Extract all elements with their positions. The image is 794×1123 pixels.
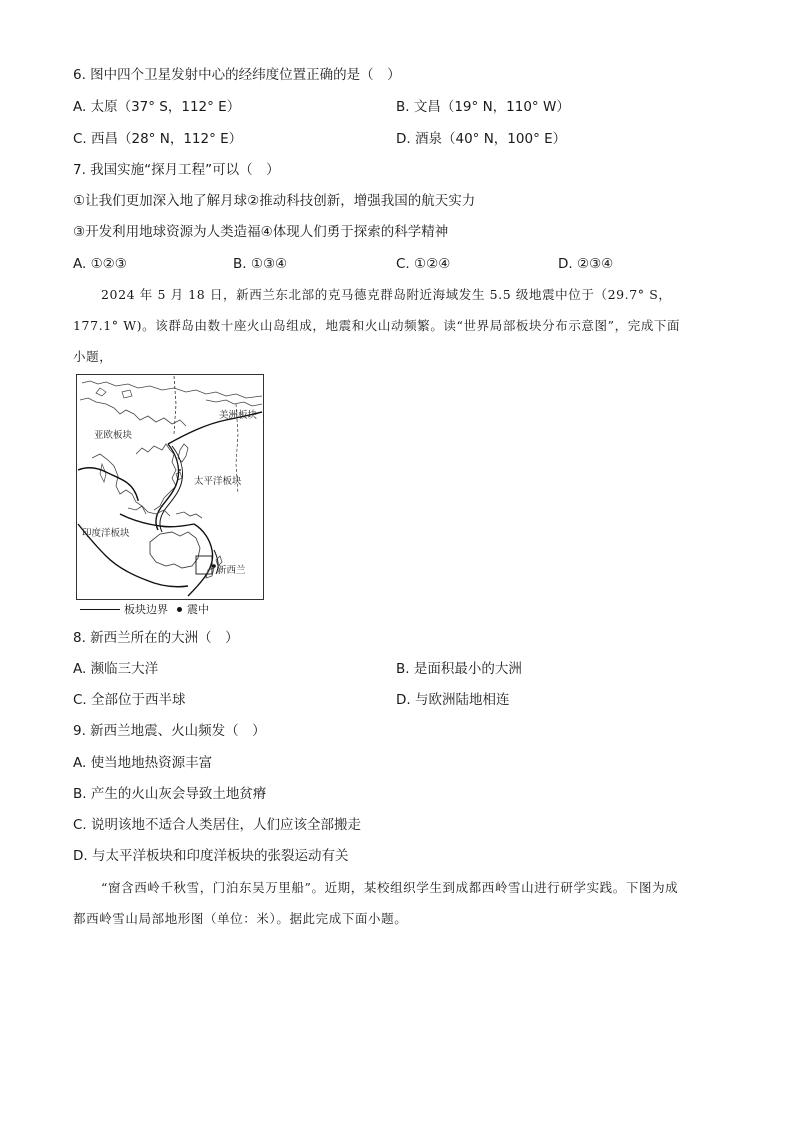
q8-option-c[interactable]: C. 全部位于西半球 — [73, 692, 186, 708]
passage1-line-1: 2024 年 5 月 18 日，新西兰东北部的克马德克群岛附近海域发生 5.5 级地震中位于（29.7° S， — [101, 287, 672, 302]
q6-option-d[interactable]: D. 酒泉（40° N，100° E） — [396, 131, 567, 147]
q7-option-d[interactable]: D. ②③④ — [558, 256, 614, 272]
label-pacific-plate: 太平洋板块 — [194, 476, 242, 487]
q7-option-c[interactable]: C. ①②④ — [396, 256, 451, 272]
epicenter-legend-label: 震中 — [187, 603, 209, 616]
q9-option-c[interactable]: C. 说明该地不适合人类居住，人们应该全部搬走 — [73, 817, 362, 833]
label-new-zealand: 新西兰 — [217, 565, 246, 576]
label-eurasian-plate: 亚欧板块 — [94, 430, 133, 441]
q7-stem: 7. 我国实施“探月工程”可以（ ） — [73, 162, 280, 178]
plate-distribution-map — [76, 374, 264, 600]
q6-option-a[interactable]: A. 太原（37° S，112° E） — [73, 99, 241, 115]
q9-stem: 9. 新西兰地震、火山频发（ ） — [73, 723, 266, 739]
q9-option-d[interactable]: D. 与太平洋板块和印度洋板块的张裂运动有关 — [73, 848, 349, 864]
passage2-line-2: 都西岭雪山局部地形图（单位：米）。据此完成下面小题。 — [73, 911, 408, 926]
q6-stem: 6. 图中四个卫星发射中心的经纬度位置正确的是（ ） — [73, 67, 401, 83]
q8-option-a[interactable]: A. 濒临三大洋 — [73, 661, 159, 677]
q6-option-b[interactable]: B. 文昌（19° N，110° W） — [396, 99, 570, 115]
q8-option-d[interactable]: D. 与欧洲陆地相连 — [396, 692, 510, 708]
passage1-line-3: 小题， — [73, 349, 113, 364]
q7-statement-2: ③开发利用地球资源为人类造福④体现人们勇于探索的科学精神 — [73, 224, 449, 240]
q8-stem: 8. 新西兰所在的大洲（ ） — [73, 630, 239, 646]
q7-option-a[interactable]: A. ①②③ — [73, 256, 127, 272]
q7-statement-1: ①让我们更加深入地了解月球②推动科技创新，增强我国的航天实力 — [73, 193, 476, 209]
plate-boundary-legend-line — [80, 609, 120, 610]
label-indian-plate: 印度洋板块 — [82, 528, 130, 539]
q9-option-a[interactable]: A. 使当地地热资源丰富 — [73, 755, 213, 771]
label-american-plate: 美洲板块 — [219, 410, 258, 421]
q6-option-c[interactable]: C. 西昌（28° N，112° E） — [73, 131, 243, 147]
q7-option-b[interactable]: B. ①③④ — [233, 256, 288, 272]
passage2-line-1: “窗含西岭千秋雪，门泊东吴万里船”。近期，某校组织学生到成都西岭雪山进行研学实践。下图为成 — [101, 880, 679, 895]
q8-option-b[interactable]: B. 是面积最小的大洲 — [396, 661, 522, 677]
plate-boundary-legend-label: 板块边界 — [124, 603, 168, 616]
epicenter-legend-dot — [177, 607, 182, 612]
passage1-line-2: 177.1° W)。该群岛由数十座火山岛组成，地震和火山动频繁。读“世界局部板块分布示意图”，完成下面 — [73, 318, 681, 333]
q9-option-b[interactable]: B. 产生的火山灰会导致土地贫瘠 — [73, 786, 267, 802]
